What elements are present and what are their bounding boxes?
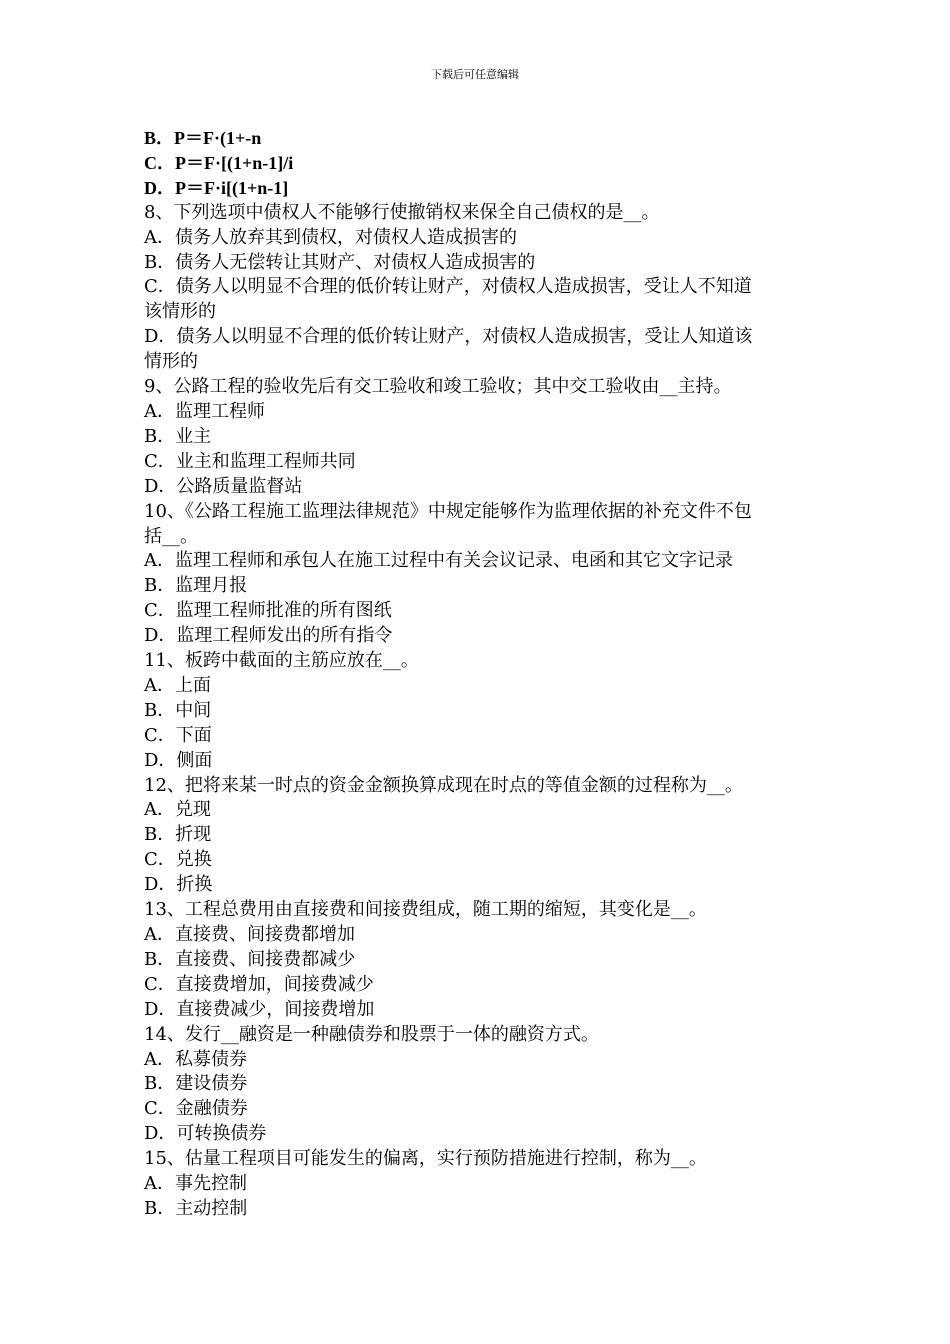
option-line: C．P＝F·[(1+n-1]/i	[144, 152, 294, 173]
option-line: B．债务人无偿转让其财产、对债权人造成损害的	[144, 251, 536, 273]
option-line: C．直接费增加，间接费减少	[144, 973, 374, 995]
question-line: 8、下列选项中债权人不能够行使撤销权来保全自己债权的是__。	[144, 201, 660, 223]
continuation-line: 该情形的	[144, 301, 216, 323]
option-line: D．公路质量监督站	[144, 475, 303, 497]
option-line: C．债务人以明显不合理的低价转让财产，对债权人造成损害，受让人不知道	[144, 276, 752, 298]
option-line: D．债务人以明显不合理的低价转让财产，对债权人造成损害，受让人知道该	[144, 326, 753, 348]
option-line: D．监理工程师发出的所有指令	[144, 625, 393, 647]
option-line: C．监理工程师批准的所有图纸	[144, 600, 392, 622]
option-line: D．直接费减少，间接费增加	[144, 998, 375, 1020]
question-line: 15、估量工程项目可能发生的偏离，实行预防措施进行控制，称为__。	[144, 1148, 707, 1170]
option-line: C．业主和监理工程师共同	[144, 450, 356, 472]
question-line: 9、公路工程的验收先后有交工验收和竣工验收；其中交工验收由__主持。	[144, 376, 732, 398]
option-line: A．直接费、间接费都增加	[144, 924, 355, 945]
option-line: C．兑换	[144, 849, 212, 871]
option-line: B．主动控制	[144, 1197, 248, 1219]
option-line: B．P＝F·(1+-n	[144, 128, 262, 148]
option-line: A．私募债券	[144, 1048, 247, 1070]
page-header-note: 下载后可任意编辑	[431, 68, 519, 81]
question-line: 13、工程总费用由直接费和间接费组成，随工期的缩短，其变化是__。	[144, 899, 707, 921]
option-line: B．直接费、间接费都减少	[144, 948, 356, 970]
question-line: 12、把将来某一时点的资金金额换算成现在时点的等值金额的过程称为__。	[144, 774, 743, 796]
option-line: C．金融债券	[144, 1098, 248, 1120]
option-line: D．侧面	[144, 749, 213, 771]
document-body	[144, 126, 810, 1222]
option-line: D．P＝F·i[(1+n-1]	[144, 177, 289, 198]
option-line: A．债务人放弃其到债权，对债权人造成损害的	[144, 226, 517, 248]
option-line: D．折换	[144, 874, 213, 896]
option-line: B．中间	[144, 699, 212, 721]
option-line: B．建设债券	[144, 1073, 248, 1095]
question-line: 11、板跨中截面的主筋应放在__。	[144, 650, 419, 672]
continuation-line: 情形的	[144, 351, 198, 373]
option-line: B．业主	[144, 425, 212, 447]
option-line: B．折现	[144, 824, 212, 846]
question-line: 14、发行__融资是一种融债券和股票于一体的融资方式。	[144, 1023, 599, 1045]
continuation-line: 括__。	[144, 525, 198, 547]
option-line: A．兑现	[144, 799, 211, 821]
option-line: A．监理工程师	[144, 400, 265, 422]
option-line: A．事先控制	[144, 1173, 247, 1195]
question-line: 10、《公路工程施工监理法律规范》中规定能够作为监理依据的补充文件不包	[144, 500, 752, 522]
option-line: B．监理月报	[144, 575, 248, 597]
option-line: C．下面	[144, 724, 212, 746]
option-line: A．上面	[144, 674, 211, 696]
option-line: A．监理工程师和承包人在施工过程中有关会议记录、电函和其它文字记录	[144, 550, 733, 572]
option-line: D．可转换债券	[144, 1123, 267, 1145]
